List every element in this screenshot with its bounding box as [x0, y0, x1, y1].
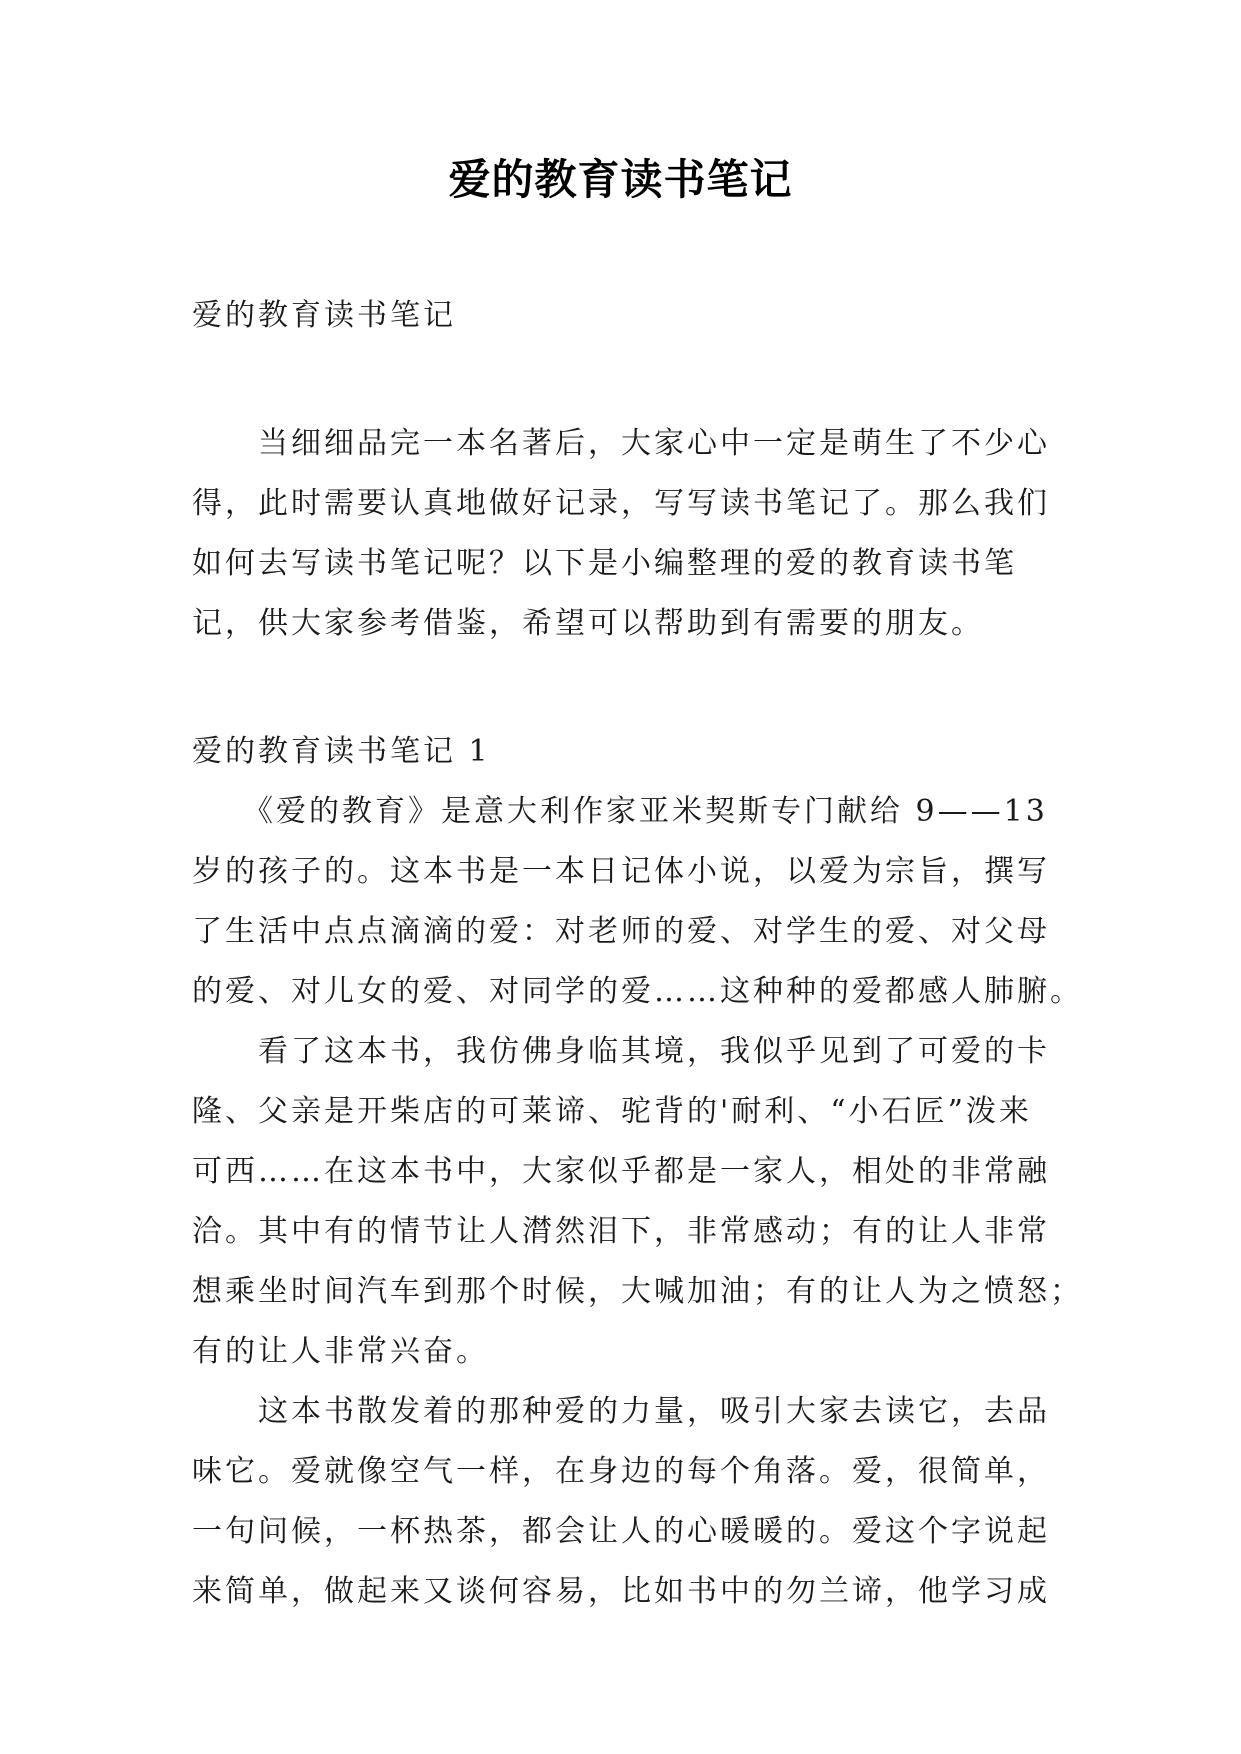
paragraph-line: 的爱、对儿女的爱、对同学的爱……这种种的爱都感人肺腑。	[192, 974, 1083, 1009]
paragraph-line: 得，此时需要认真地做好记录，写写读书笔记了。那么我们	[192, 486, 1050, 521]
document-title: 爱的教育读书笔记	[448, 155, 793, 204]
section-paragraph-2	[192, 1022, 1083, 1382]
document-body	[192, 286, 1083, 1622]
paragraph-line: 这本书散发着的那种爱的力量，吸引大家去读它，去品	[192, 1394, 1050, 1429]
paragraph-line: 看了这本书，我仿佛身临其境，我似乎见到了可爱的卡	[192, 1034, 1050, 1069]
paragraph-line: 隆、父亲是开柴店的可莱谛、驼背的'耐利、“小石匠”泼来	[192, 1094, 1032, 1129]
paragraph-line: 想乘坐时间汽车到那个时候，大喊加油；有的让人为之愤怒；	[192, 1274, 1083, 1309]
paragraph-line: 如何去写读书笔记呢？以下是小编整理的爱的教育读书笔	[192, 546, 1017, 581]
section-paragraph-1	[192, 782, 1083, 1022]
paragraph-line: 味它。爱就像空气一样，在身边的每个角落。爱，很简单，	[192, 1454, 1050, 1489]
paragraph-line: 了生活中点点滴滴的爱：对老师的爱、对学生的爱、对父母	[192, 914, 1050, 949]
paragraph-line: 来简单，做起来又谈何容易，比如书中的勿兰谛，他学习成	[192, 1574, 1050, 1609]
paragraph-line: 记，供大家参考借鉴，希望可以帮助到有需要的朋友。	[192, 606, 984, 641]
intro-paragraph	[192, 414, 1054, 654]
paragraph-line: 洽。其中有的情节让人潸然泪下，非常感动；有的让人非常	[192, 1214, 1050, 1249]
paragraph-line: 《爱的教育》是意大利作家亚米契斯专门献给 9——13	[192, 794, 1048, 829]
spacer	[192, 346, 1054, 414]
spacer	[192, 654, 1054, 722]
paragraph-line: 一句问候，一杯热茶，都会让人的心暖暖的。爱这个字说起	[192, 1514, 1050, 1549]
document-subtitle: 爱的教育读书笔记	[192, 298, 456, 333]
section-paragraph-3	[192, 1382, 1054, 1622]
paragraph-line: 当细细品完一本名著后，大家心中一定是萌生了不少心	[192, 426, 1050, 461]
paragraph-line: 可西……在这本书中，大家似乎都是一家人，相处的非常融	[192, 1154, 1050, 1189]
paragraph-line: 有的让人非常兴奋。	[192, 1334, 489, 1369]
paragraph-line: 岁的孩子的。这本书是一本日记体小说，以爱为宗旨，撰写	[192, 854, 1050, 889]
section-heading: 爱的教育读书笔记 1	[192, 734, 491, 769]
